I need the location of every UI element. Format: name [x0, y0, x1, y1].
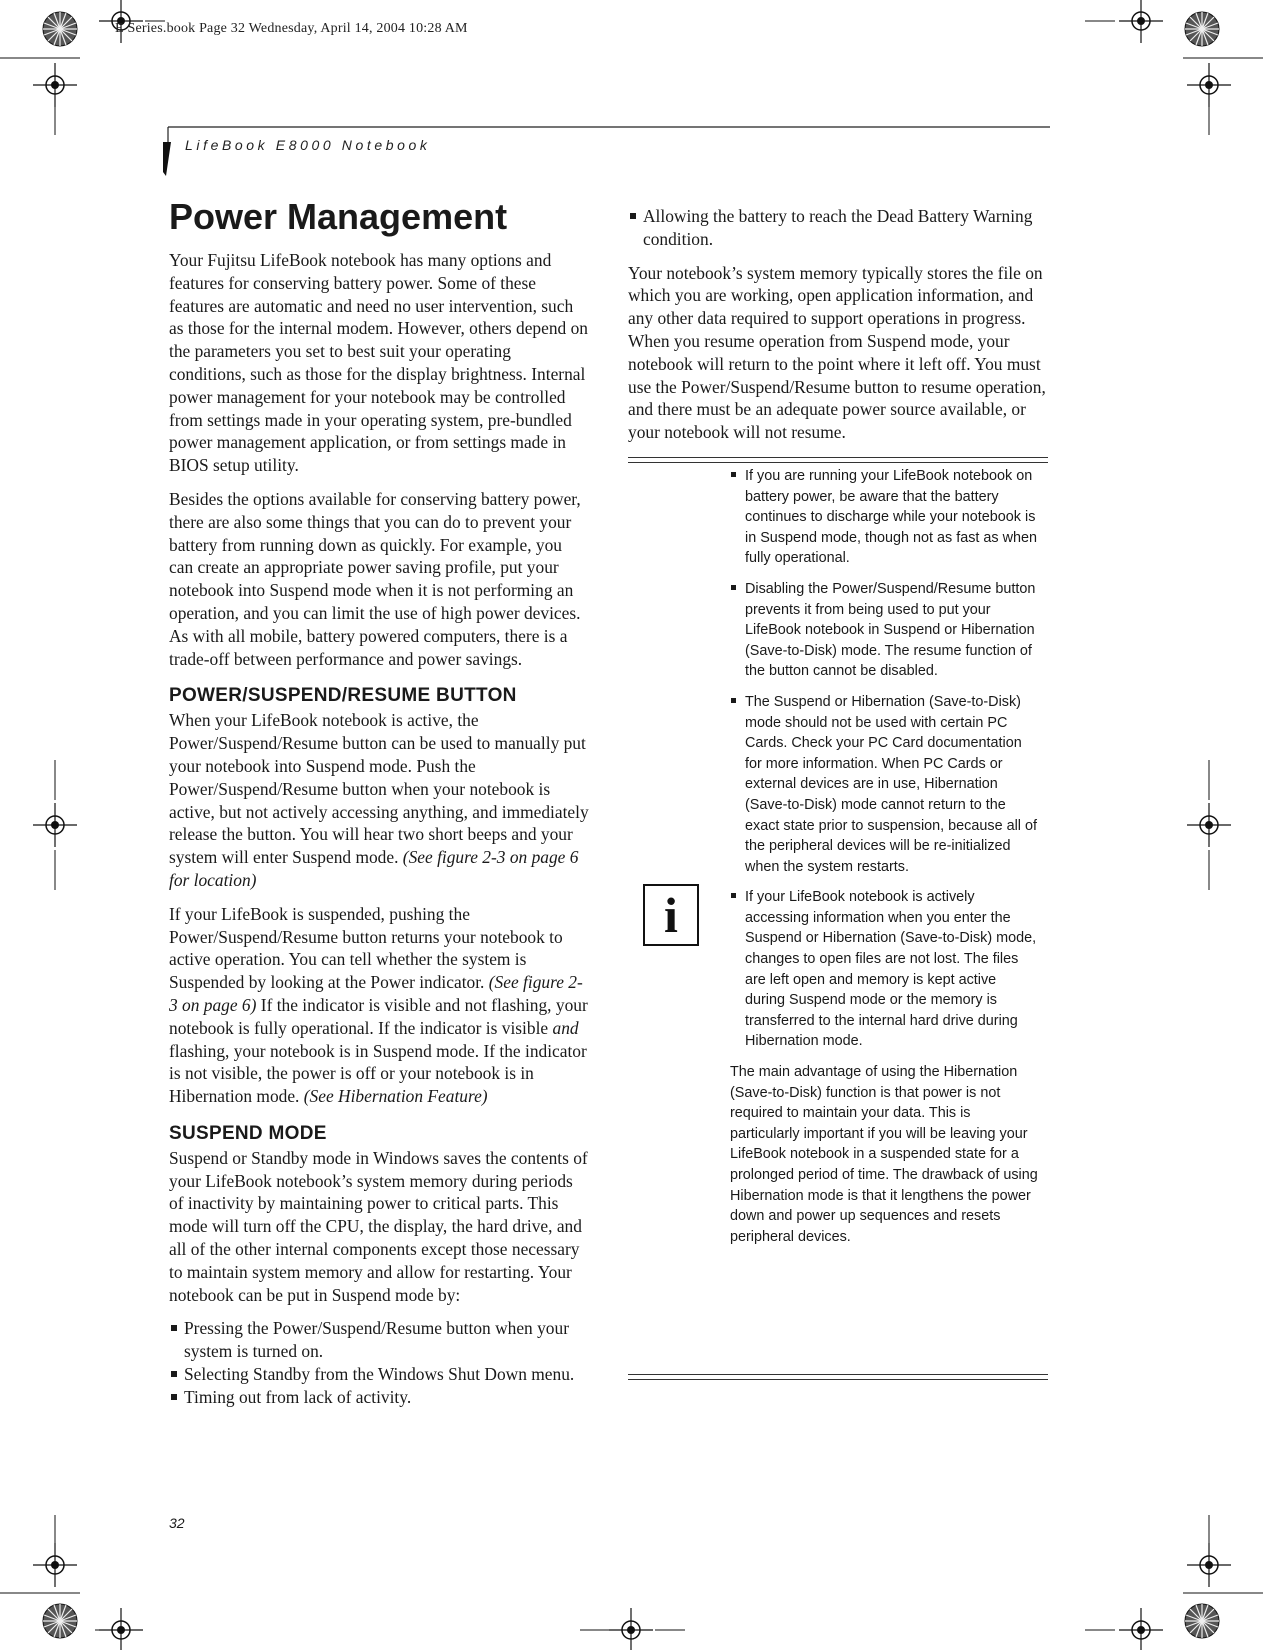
registration-star-bottom-right: [1185, 1604, 1219, 1638]
registration-star-top-left: [43, 12, 77, 46]
intro-paragraph-1: Your Fujitsu LifeBook notebook has many options and features for conserving battery power. Some of these features are automatic and need no user intervention, such as those for the internal modem. However, others depend on the parameters you set to best suit your operating conditions, such as those for the display brightness. Internal power management for your notebook may be controlled from settings made in your operating system, pre-bundled power management application, or from settings made in BIOS setup utility.: [169, 250, 588, 476]
note-list: [730, 466, 1040, 1052]
suspend-methods-list: [169, 1317, 589, 1408]
suspend-mode-heading: SUSPEND MODE: [169, 1122, 327, 1144]
note-bottom-rule-2: [628, 1379, 1048, 1380]
note-item: If you are running your LifeBook notebook on battery power, be aware that the battery continues to discharge while your notebook is in Suspend mode, though not as fast as when fully operational.: [730, 466, 1040, 569]
running-head: LifeBook E8000 Notebook: [185, 137, 431, 153]
print-info: E Series.book Page 32 Wednesday, April 14, 2004 10:28 AM: [115, 21, 468, 36]
right-column: [628, 205, 1048, 455]
page-number: 32: [169, 1515, 185, 1531]
left-column: [169, 195, 589, 1409]
list-item: Allowing the battery to reach the Dead Battery Warning condition.: [628, 205, 1048, 251]
note-item: Disabling the Power/Suspend/Resume button prevents it from being used to put your LifeBook notebook in Suspend or Hibernation (Save-to-Disk) mode. The resume function of the button cannot be disabled.: [730, 579, 1040, 682]
note-item: The Suspend or Hibernation (Save-to-Disk) mode should not be used with certain PC Cards. Check your PC Card documentation for more information. When PC Cards or external devices are in use, Hibernation (Save-to-Disk) mode cannot return to the exact state prior to suspension, because all of the peripheral devices will be re-initialized when the system restarts.: [730, 692, 1040, 877]
power-button-paragraph-1: When your LifeBook notebook is active, the Power/Suspend/Resume button can be used to manually put your notebook into Suspend mode. Push the Power/Suspend/Resume button when your notebook is active, but not actively accessing anything, and immediately release the button. You will hear two short beeps and your system will enter Suspend mode. (See figure 2-3 on page 6 for location): [169, 710, 589, 890]
list-item: Pressing the Power/Suspend/Resume button when your system is turned on.: [169, 1317, 589, 1363]
note-item: If your LifeBook notebook is actively accessing information when you enter the Suspend or Hibernation (Save-to-Disk) mode, changes to open files are not lost. The files are left open and memory is kept active during Suspend mode or the memory is transferred to the internal hard drive during Hibernation mode.: [730, 887, 1040, 1052]
note-content: [730, 466, 1040, 1247]
info-icon: i: [643, 884, 699, 946]
list-item: Selecting Standby from the Windows Shut Down menu.: [169, 1363, 589, 1386]
hibernation-reference: (See Hibernation Feature): [303, 1086, 488, 1107]
note-paragraph: The main advantage of using the Hibernation (Save-to-Disk) function is that power is not required to maintain your data. This is particularly important if you will be leaving your LifeBook notebook in a suspended state for a prolonged period of time. The drawback of using Hibernation mode is that it lengthens the power down and power up sequences and resets peripheral devices.: [730, 1064, 1038, 1245]
suspend-methods-list-continued: [628, 205, 1048, 251]
figure-reference: (See figure 2-3 on page 6): [169, 972, 583, 1015]
list-item: Timing out from lack of activity.: [169, 1386, 589, 1409]
power-button-heading: POWER/SUSPEND/RESUME BUTTON: [169, 685, 517, 707]
note-top-rule: [628, 457, 1048, 458]
note-top-rule-2: [628, 462, 1048, 463]
suspend-mode-paragraph: Suspend or Standby mode in Windows saves the contents of your LifeBook notebook’s system memory during periods of inactivity by maintaining power to critical parts. This mode will turn off the CPU, the display, the hard drive, and all of the other internal components except those necessary to maintain system memory and allow for restarting. Your notebook can be put in Suspend mode by:: [169, 1147, 588, 1305]
figure-reference: (See figure 2-3 on page 6 for location): [169, 847, 579, 890]
registration-star-top-right: [1185, 12, 1219, 46]
system-memory-paragraph: Your notebook’s system memory typically stores the file on which you are working, open application information, and any other data required to support operations in progress. When you resume operation from Suspend mode, your notebook will return to the point where it left off. You must use the Power/Suspend/Resume button to resume operation, and there must be an adequate power source available, or your notebook will not resume.: [628, 262, 1046, 443]
intro-paragraph-2: Besides the options available for conserving battery power, there are also some things that you can do to prevent your battery from running down as quickly. For example, you can create an appropriate power saving profile, put your notebook into Suspend mode when it is not performing an operation, and you can limit the use of high power devices. As with all mobile, battery powered computers, there is a trade-off between performance and power savings.: [169, 488, 581, 669]
registration-star-bottom-left: [43, 1604, 77, 1638]
page-title: Power Management: [169, 196, 508, 237]
note-bottom-rule: [628, 1374, 1048, 1375]
power-button-paragraph-2: If your LifeBook is suspended, pushing the Power/Suspend/Resume button returns your notebook to active operation. You can tell whether the system is Suspended by looking at the Power indicator. (See figure 2-3 on page 6) If the indicator is visible and not flashing, your notebook is fully operational. If the indicator is visible and flashing, your notebook is in Suspend mode. If the indicator is not visible, the power is off or your notebook is in Hibernation mode. (See Hibernation Feature): [169, 903, 588, 1107]
